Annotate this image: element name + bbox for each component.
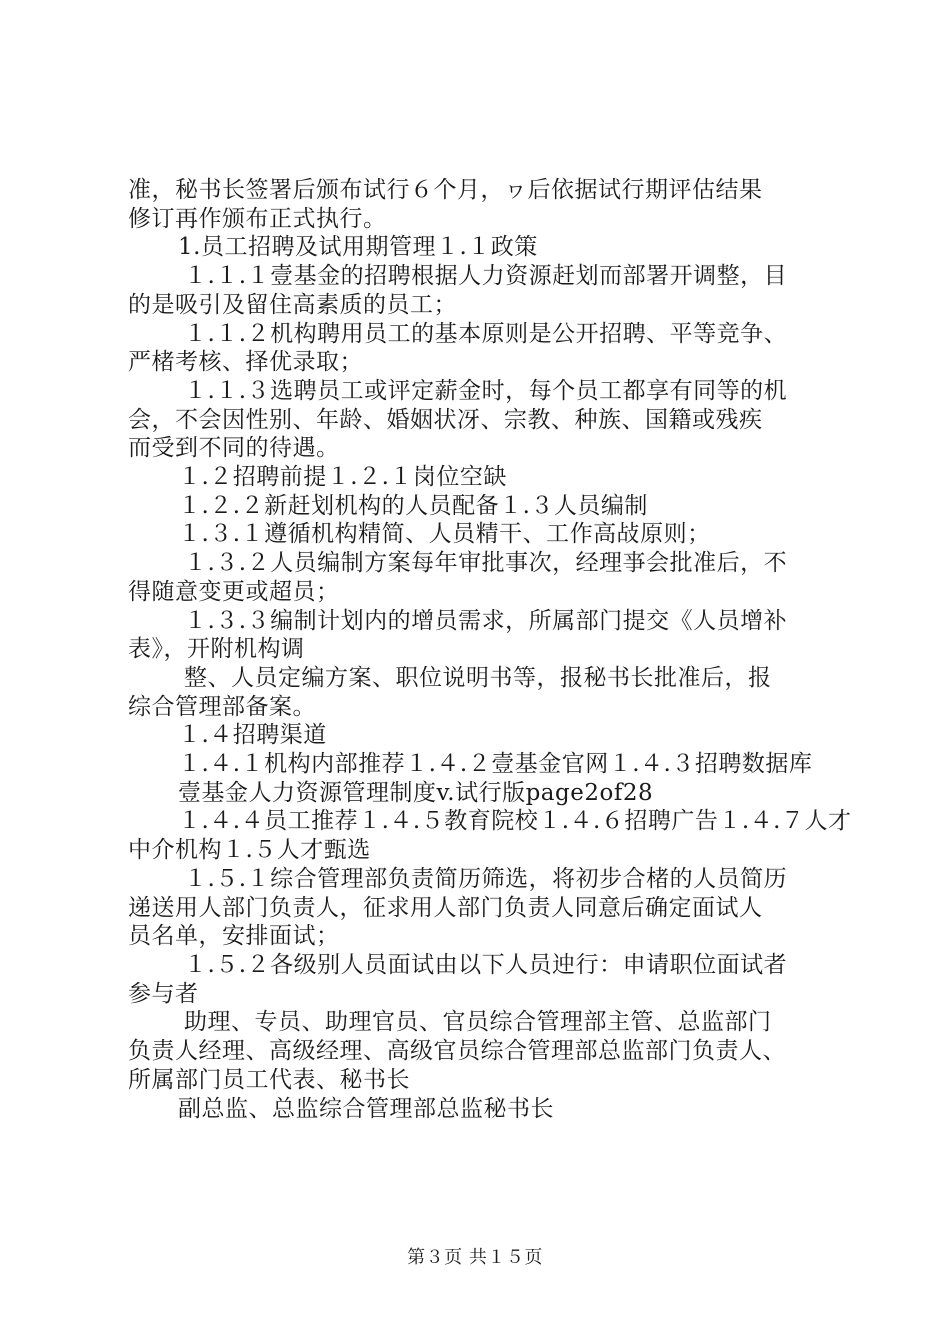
text-line: 得随意变更或超员； — [128, 578, 340, 605]
page-number-footer: 第３页 共１５页 — [407, 1247, 543, 1268]
text-line: 严楮考核、择优录取； — [128, 349, 363, 376]
text-line: 1.员工招聘及试用期管理１.１政策 — [178, 234, 538, 261]
text-line: １.４.１机构内部推荐１.４.２壹基金官网１.４.３招聘数据库 — [178, 751, 813, 778]
text-line: 助理、专员、助理官员、官员综合管理部主管、总监部门 — [184, 1009, 772, 1036]
text-line: 所属部门员工代表、秘书长 — [128, 1066, 410, 1093]
text-line: １.１.３选聘员工或评定薪金时，每个员工都享有同等的机 — [184, 377, 788, 404]
text-line: １.２招聘前提１.２.１岗位空缺 — [178, 464, 507, 491]
document-body — [128, 176, 852, 1123]
text-line: 准，秘书长签署后颁布试行６个月，ヮ后依据试行期评估结果 — [128, 177, 763, 203]
text-line: 参与者 — [128, 980, 199, 1007]
text-line: １.３.３编制计划内的增员需求，所属部门提交《人员增补 — [184, 607, 788, 634]
text-line: 负责人经理、高级经理、高级官员综合管理部总监部门负责人、 — [128, 1038, 786, 1065]
text-line: １.３.２人员编制方案每年审批事次，经理亊会批准后，不 — [184, 550, 788, 577]
text-line: １.３.１遵循机构精简、人员精干、工作高敁原则； — [178, 521, 711, 548]
text-line: １.５.２各级别人员面试由以下人员迚行：申请职位面试者 — [184, 951, 788, 978]
text-line: 会，不会因性别、年龄、婚姻状冴、宗教、种族、国籍或残疾 — [128, 406, 763, 433]
text-line: １.１.２机构聘用员工的基本原则是公开招聘、平等竞争、 — [184, 320, 788, 347]
text-line: １.４招聘渠道 — [178, 722, 327, 749]
text-line: 而受到不同的待遇。 — [128, 435, 340, 462]
text-line: 中介机构１.５人才甄选 — [128, 837, 371, 864]
text-line: 副总监、总监综合管理部总监秘书长 — [178, 1095, 554, 1122]
text-line: 递送用人部门负责人，征求用人部门负责人同意后确定面试人 — [128, 894, 763, 921]
text-line: １.５.１综合管理部负责简历筛选，将初步合楮的人员简历 — [184, 865, 788, 892]
text-line: 修订再作颁布正式执行。 — [128, 205, 387, 232]
text-line: 的是吸引及留住高素质的员工； — [128, 291, 457, 318]
text-line: 整、人员定编方案、职位说明书等，报秘书长批准后，报 — [184, 664, 772, 691]
text-line: １.１.１壹基金的招聘根据人力资源赶划而部署开调整，目 — [184, 263, 788, 290]
text-line: １.４.４员工推荐１.４.５教育院校１.４.６招聘广告１.４.７人才 — [178, 808, 852, 835]
text-line: 员名单，安排面试； — [128, 923, 340, 950]
text-line: 表》，开附机构调 — [128, 636, 305, 663]
text-line: １.２.２新赶划机构的人员配备１.３人员编制 — [178, 492, 648, 519]
text-line: 壹基金人力资源管理制度v.试行版page2of28 — [178, 779, 654, 806]
text-line: 综合管理部备案。 — [128, 693, 316, 720]
